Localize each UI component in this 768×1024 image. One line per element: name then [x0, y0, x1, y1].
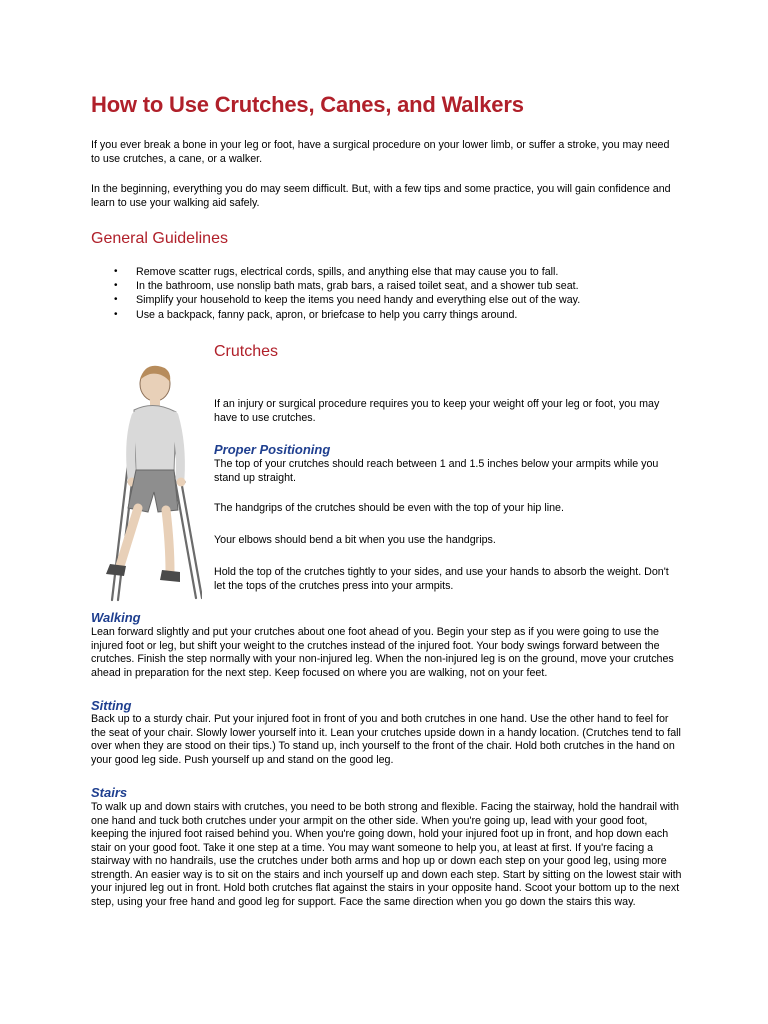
bullet-icon: • — [114, 294, 118, 306]
positioning-paragraph-3: Your elbows should bend a bit when you use the handgrips. — [214, 534, 496, 546]
walking-heading: Walking — [91, 610, 141, 625]
crutches-intro: If an injury or surgical procedure requires you to keep your weight off your leg or foot, you may have to use crutches. — [214, 398, 660, 424]
list-item-text: Remove scatter rugs, electrical cords, spills, and anything else that may cause you to fall. — [136, 266, 559, 278]
page-title: How to Use Crutches, Canes, and Walkers — [91, 92, 524, 117]
bullet-icon: • — [114, 280, 118, 292]
stairs-heading: Stairs — [91, 785, 128, 800]
list-item-text: Use a backpack, fanny pack, apron, or briefcase to help you carry things around. — [136, 308, 518, 321]
bullet-icon: • — [114, 266, 118, 277]
positioning-paragraph-4: Hold the top of the crutches tightly to your sides, and use your hands to absorb the weight. Don't let the tops of the crutches press into your armpits. — [214, 566, 669, 592]
positioning-paragraph-2: The handgrips of the crutches should be even with the top of your hip line. — [214, 502, 564, 514]
list-item — [113, 308, 673, 322]
general-guidelines-list — [113, 265, 673, 322]
general-guidelines-heading: General Guidelines — [91, 230, 228, 247]
intro-paragraph-2: In the beginning, everything you do may seem difficult. But, with a few tips and some practice, you will gain confidence and learn to use your walking aid safely. — [91, 183, 671, 209]
sitting-paragraph: Back up to a sturdy chair. Put your injured foot in front of you and both crutches in one hand. Use the other hand to feel for the seat of your chair. Slowly lower yourself into it. Lean your crutches upside down in a handy location. (Crutches tend to fall over when they are stood on their tips.) To stand up, inch yourself to the front of the chair. Hold both crutches in the hand on your good leg side. Push yourself up and stand on the good leg. — [91, 713, 681, 766]
list-item-text: In the bathroom, use nonslip bath mats, grab bars, a raised toilet seat, and a shower tub seat. — [136, 280, 579, 293]
walking-paragraph: Lean forward slightly and put your crutches about one foot ahead of you. Begin your step as if you were going to use the injured foot or leg, but shift your weight to the crutches instead of the injured foot. Your body swings forward between the crutches. Finish the step normally with your non-injured leg. When the non-injured leg is on the ground, move your crutches ahead in preparation for the next step. Keep focused on where you are walking, not on your feet. — [91, 626, 674, 679]
proper-positioning-heading: Proper Positioning — [214, 442, 331, 457]
person-on-crutches-illustration — [92, 360, 202, 610]
crutches-heading: Crutches — [214, 343, 279, 360]
bullet-icon: • — [114, 308, 118, 320]
positioning-paragraph-1: The top of your crutches should reach between 1 and 1.5 inches below your armpits while you stand up straight. — [214, 458, 659, 484]
list-item — [113, 279, 673, 293]
list-item — [113, 293, 673, 307]
list-item — [113, 265, 673, 279]
intro-paragraph-1: If you ever break a bone in your leg or foot, have a surgical procedure on your lower limb, or suffer a stroke, you may need to use crutches, a cane, or a walker. — [91, 139, 670, 165]
sitting-heading: Sitting — [91, 698, 132, 713]
stairs-paragraph: To walk up and down stairs with crutches, you need to be both strong and flexible. Facing the stairway, hold the handrail with one hand and tuck both crutches under your armpit on the other side. When you're going up, lead with your good foot, keeping the injured foot raised behind you. When you're going down, hold your injured foot up in front, and hop down each stair on your good foot. Take it one step at a time. You may want someone to help you, at least at first. If you're facing a stairway with no handrails, use the crutches under both arms and hop up or down each step on your good leg, using more strength. An easier way is to sit on the stairs and inch yourself up and down each step. Start by sitting on the lowest stair with your injured leg out in front. Hold both crutches flat against the stairs in your opposite hand. Scoot your bottom up to the next step, using your free hand and good leg for support. Face the same direction when you go down the stairs this way. — [91, 801, 682, 908]
list-item-text: Simplify your household to keep the items you need handy and everything else out of the way. — [136, 294, 581, 307]
